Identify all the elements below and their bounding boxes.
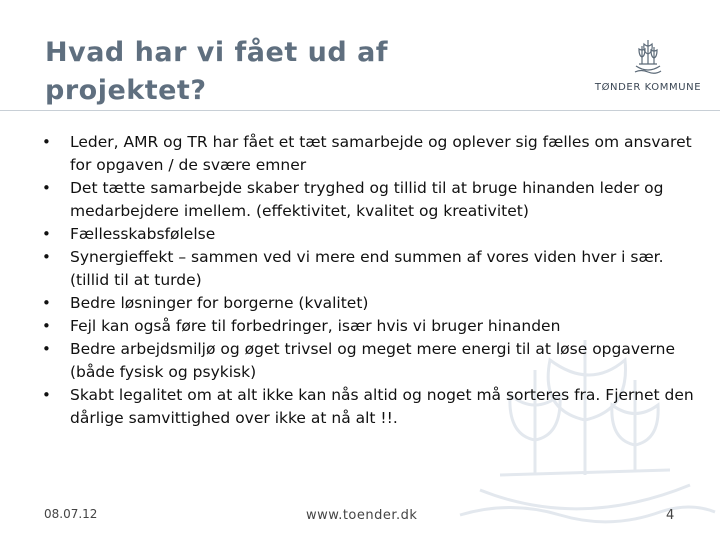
- bullet-text: Bedre arbejdsmiljø og øget trivsel og meget mere energi til at løse opgaverne (både fysisk og psykisk): [70, 340, 676, 381]
- bullet-item: [40, 338, 700, 384]
- bullet-text: Synergieffekt – sammen ved vi mere end summen af vores viden hver i sær. (tillid til at turde): [70, 248, 664, 289]
- bullet-text: Fejl kan også føre til forbedringer, især hvis vi bruger hinanden: [70, 317, 561, 335]
- ship-crest-icon: [633, 36, 663, 78]
- bullet-marker: •: [42, 133, 51, 151]
- page-number: 4: [666, 508, 675, 523]
- bullet-item: [40, 246, 700, 292]
- bullet-marker: •: [42, 248, 51, 266]
- bullet-item: [40, 292, 700, 315]
- bullet-text: Bedre løsninger for borgerne (kvalitet): [70, 294, 369, 312]
- logo-wordmark: TØNDER KOMMUNE: [594, 82, 702, 93]
- bullet-text: Skabt legalitet om at alt ikke kan nås altid og noget må sorteres fra. Fjernet den dårlige samvittighed over ikke at nå alt !!.: [70, 386, 694, 427]
- bullet-marker: •: [42, 317, 51, 335]
- footer-url: www.toender.dk: [306, 508, 418, 523]
- municipality-logo: [586, 36, 710, 98]
- bullet-item: [40, 223, 700, 246]
- bullet-marker: •: [42, 340, 51, 358]
- bullet-item: [40, 177, 700, 223]
- bullet-marker: •: [42, 179, 51, 197]
- title-divider: [0, 110, 720, 111]
- bullet-text: Fællesskabsfølelse: [70, 225, 216, 243]
- bullet-item: [40, 384, 700, 430]
- bullet-text: Det tætte samarbejde skaber tryghed og tillid til at bruge hinanden leder og medarbejdere imellem. (effektivitet, kvalitet og kreativitet): [70, 179, 664, 220]
- slide-title: Hvad har vi fået ud af projektet?: [45, 37, 389, 106]
- bullet-item: [40, 131, 700, 177]
- bullet-marker: •: [42, 386, 51, 404]
- footer-date: 08.07.12: [44, 507, 98, 521]
- bullet-list: [40, 131, 700, 430]
- bullet-marker: •: [42, 294, 51, 312]
- bullet-item: [40, 315, 700, 338]
- bullet-marker: •: [42, 225, 51, 243]
- bullet-text: Leder, AMR og TR har fået et tæt samarbejde og oplever sig fælles om ansvaret for opgaven / de svære emner: [70, 133, 692, 174]
